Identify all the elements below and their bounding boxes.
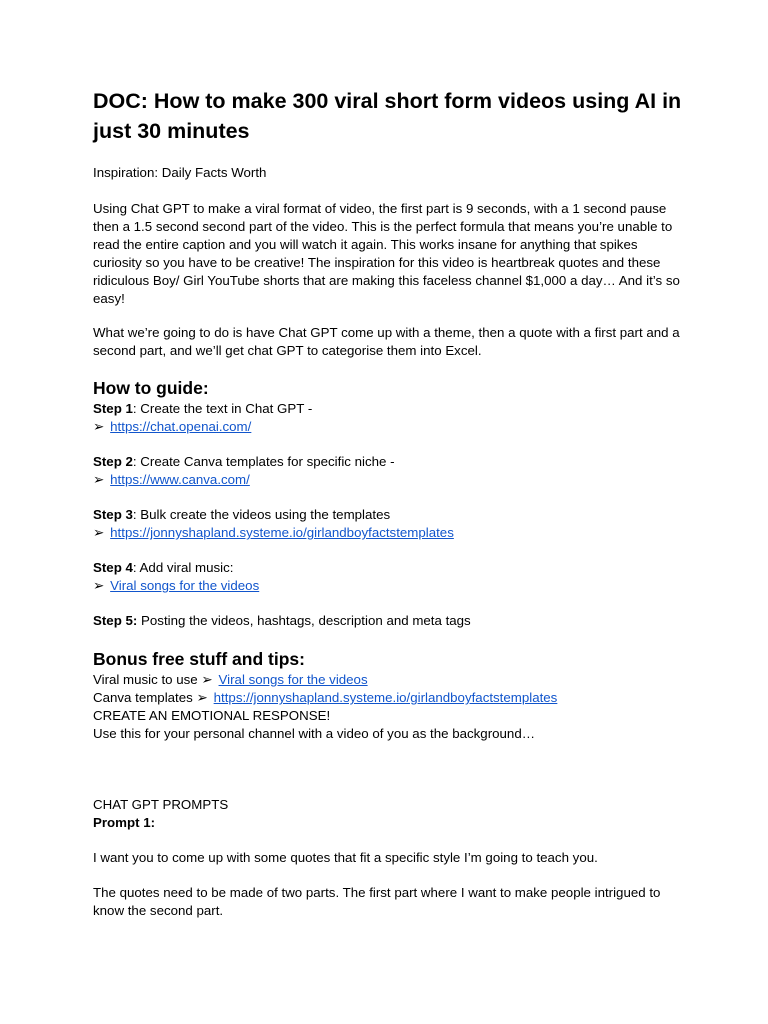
step-5	[93, 612, 683, 630]
bonus-section	[93, 671, 683, 743]
step-2-label: Step 2	[93, 454, 133, 469]
arrow-icon: ➢	[93, 578, 105, 593]
canva-templates-label: Canva templates	[93, 690, 197, 705]
step-3	[93, 506, 683, 542]
step-4-text: : Add viral music:	[132, 560, 234, 575]
step-4	[93, 559, 683, 595]
step-4-label: Step 4	[93, 560, 133, 575]
emotional-response-text: CREATE AN EMOTIONAL RESPONSE!	[93, 708, 331, 723]
chatgpt-link[interactable]: https://chat.openai.com/	[110, 419, 252, 434]
arrow-icon: ➢	[93, 472, 105, 487]
step-1-text: : Create the text in Chat GPT -	[132, 401, 313, 416]
prompt-1-line-2: The quotes need to be made of two parts. The first part where I want to make people intrigued to know the second part.	[93, 885, 661, 918]
guide-heading: How to guide:	[93, 378, 209, 398]
step-1-label: Step 1	[93, 401, 133, 416]
arrow-icon: ➢	[93, 419, 105, 434]
step-5-label: Step 5:	[93, 613, 138, 628]
step-1	[93, 400, 683, 436]
arrow-icon: ➢	[93, 525, 105, 540]
intro-paragraph-2: What we’re going to do is have Chat GPT come up with a theme, then a quote with a first part and a second part, and we’ll get chat GPT to categorise them into Excel.	[93, 325, 680, 358]
templates-link[interactable]: https://jonnyshapland.systeme.io/girlandboyfactstemplates	[110, 525, 454, 540]
personal-channel-text: Use this for your personal channel with a video of you as the background…	[93, 726, 536, 741]
step-2	[93, 453, 683, 489]
music-label: Viral music to use	[93, 672, 202, 687]
inspiration-line: Inspiration: Daily Facts Worth	[93, 165, 267, 180]
intro-paragraph: Using Chat GPT to make a viral format of video, the first part is 9 seconds, with a 1 second pause then a 1.5 second second part of the video. This is the perfect formula that means you’re unable to read the entire caption and you will watch it again. This works insane for anything that spikes curiosity so you have to be creative! The inspiration for this video is heartbreak quotes and these ridiculous Boy/ Girl YouTube shorts that are making this faceless channel $1,000 a day… And it’s so easy!	[93, 201, 680, 306]
step-3-text: : Bulk create the videos using the templates	[132, 507, 391, 522]
document-title: DOC: How to make 300 viral short form videos using AI in just 30 minutes	[93, 89, 682, 143]
viral-songs-link[interactable]: Viral songs for the videos	[110, 578, 260, 593]
step-5-text: Posting the videos, hashtags, description and meta tags	[137, 613, 471, 628]
prompt-1-label: Prompt 1:	[93, 815, 156, 830]
arrow-icon: ➢	[196, 690, 208, 705]
prompts-heading: CHAT GPT PROMPTS	[93, 797, 229, 812]
arrow-icon: ➢	[201, 672, 213, 687]
step-2-text: : Create Canva templates for specific niche -	[132, 454, 395, 469]
bonus-heading: Bonus free stuff and tips:	[93, 649, 305, 669]
bonus-viral-songs-link[interactable]: Viral songs for the videos	[218, 672, 368, 687]
canva-link[interactable]: https://www.canva.com/	[110, 472, 250, 487]
prompt-1-line-1: I want you to come up with some quotes that fit a specific style I’m going to teach you.	[93, 850, 598, 865]
bonus-templates-link[interactable]: https://jonnyshapland.systeme.io/girlandboyfactstemplates	[213, 690, 558, 705]
step-3-label: Step 3	[93, 507, 133, 522]
